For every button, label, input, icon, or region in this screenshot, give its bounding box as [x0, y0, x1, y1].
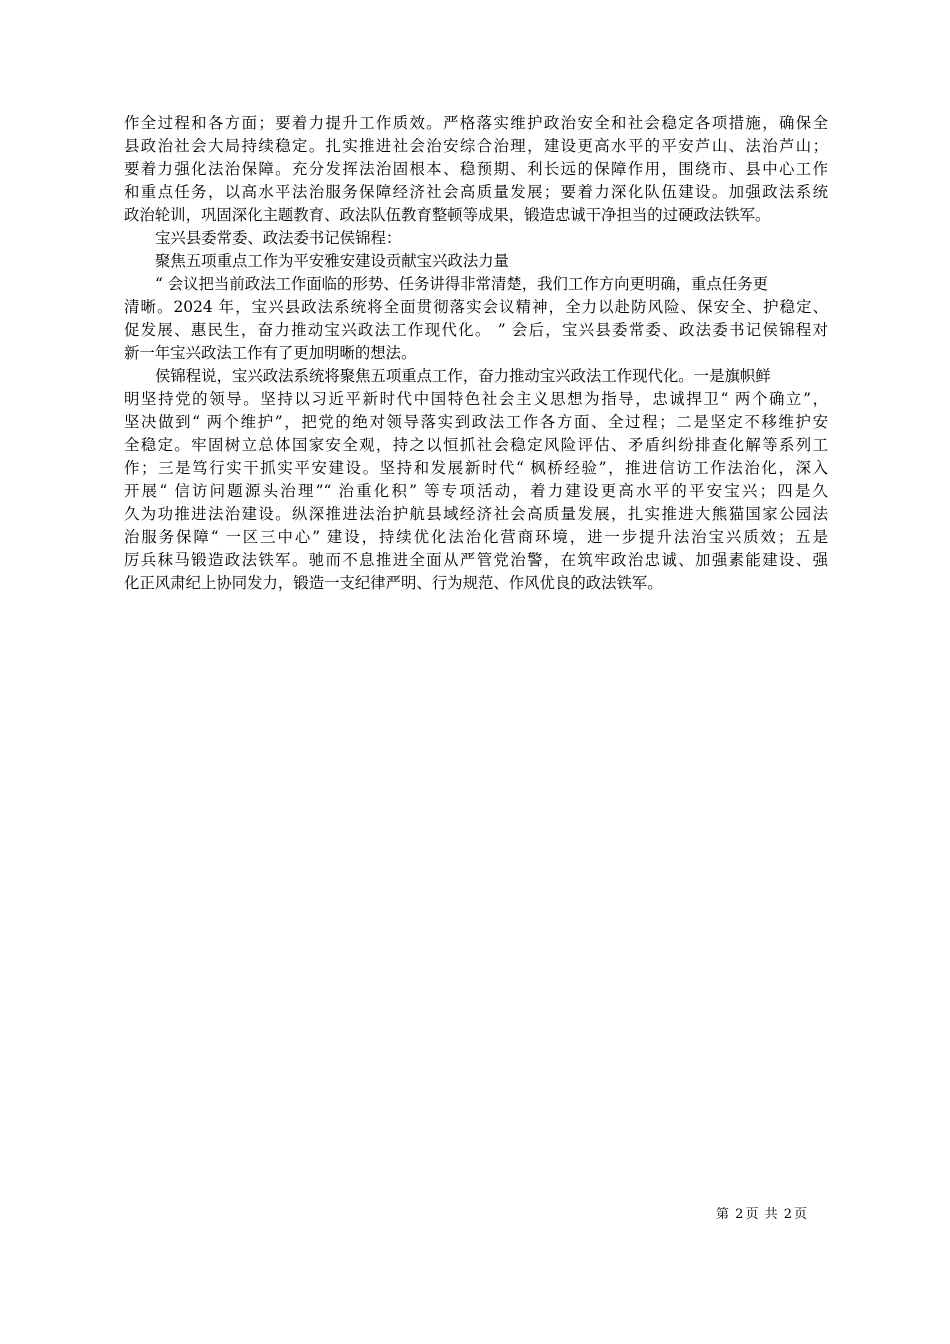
- page-unit: 页: [745, 1207, 759, 1222]
- paragraph-line: “ 会议把当前政法工作面临的形势、任务讲得非常清楚，我们工作方向更明确，重点任务更: [155, 275, 768, 293]
- paragraph-line: 和重点任务，以高水平法治服务保障经济社会高质量发展；要着力深化队伍建设。加强政法系统: [124, 183, 828, 201]
- paragraph-line: 化正风肃纪上协同发力，锻造一支纪律严明、行为规范、作风优良的政法铁军。: [124, 574, 663, 592]
- page-number-footer: [716, 1206, 807, 1224]
- paragraph-line: 明坚持党的领导。坚持以习近平新时代中国特色社会主义思想为指导，忠诚捍卫“ 两个确立”，: [124, 390, 828, 408]
- paragraph-line: 作；三是笃行实干抓实平安建设。坚持和发展新时代“ 枫桥经验”，推进信访工作法治化，深入: [124, 459, 828, 477]
- paragraph-line: 全稳定。牢固树立总体国家安全观，持之以恒抓社会稳定风险评估、矛盾纠纷排查化解等系列工: [124, 436, 828, 454]
- total-pages-number: 2: [783, 1207, 793, 1222]
- paragraph-line: 久为功推进法治建设。纵深推进法治护航县域经济社会高质量发展，扎实推进大熊猫国家公园法: [124, 505, 828, 523]
- current-page-number: 2: [735, 1207, 744, 1222]
- paragraph-line: 清晰。2024 年，宝兴县政法系统将全面贯彻落实会议精神，全力以赴防风险、保安全、护稳定、: [124, 298, 828, 316]
- speaker-heading: 宝兴县委常委、政法委书记侯锦程：: [155, 229, 402, 247]
- paragraph-line: 治服务保障“ 一区三中心” 建设，持续优化法治化营商环境，进一步提升法治宝兴质效；五是: [124, 528, 828, 546]
- page-label: 第: [716, 1207, 730, 1222]
- total-unit: 页: [794, 1207, 808, 1222]
- document-body: [124, 112, 828, 595]
- paragraph-line: 促发展、惠民生，奋力推动宝兴政法工作现代化。 ” 会后，宝兴县委常委、政法委书记侯锦程对: [124, 321, 828, 339]
- total-label: 共: [764, 1207, 778, 1222]
- paragraph-line: 侯锦程说，宝兴政法系统将聚焦五项重点工作，奋力推动宝兴政法工作现代化。一是旗帜鲜: [155, 367, 771, 385]
- section-subtitle: 聚焦五项重点工作为平安雅安建设贡献宝兴政法力量: [155, 252, 509, 270]
- paragraph-line: 县政治社会大局持续稳定。扎实推进社会治安综合治理，建设更高水平的平安芦山、法治芦山；: [124, 137, 828, 155]
- paragraph-line: 坚决做到“ 两个维护”，把党的绝对领导落实到政法工作各方面、全过程；二是坚定不移维护安: [124, 413, 828, 431]
- paragraph-line: 要着力强化法治保障。充分发挥法治固根本、稳预期、利长远的保障作用，围绕市、县中心工作: [124, 160, 828, 178]
- paragraph-line: 作全过程和各方面；要着力提升工作质效。严格落实维护政治安全和社会稳定各项措施，确保全: [124, 114, 828, 132]
- paragraph-line: 开展“ 信访问题源头治理”“ 治重化积” 等专项活动，着力建设更高水平的平安宝兴；四是久: [124, 482, 828, 500]
- paragraph-line: 厉兵秣马锻造政法铁军。驰而不息推进全面从严管党治警，在筑牢政治忠诚、加强素能建设、强: [124, 551, 828, 569]
- paragraph-line: 政治轮训，巩固深化主题教育、政法队伍教育整顿等成果，锻造忠诚干净担当的过硬政法铁军。: [124, 206, 771, 224]
- paragraph-line: 新一年宝兴政法工作有了更加明晰的想法。: [124, 344, 417, 362]
